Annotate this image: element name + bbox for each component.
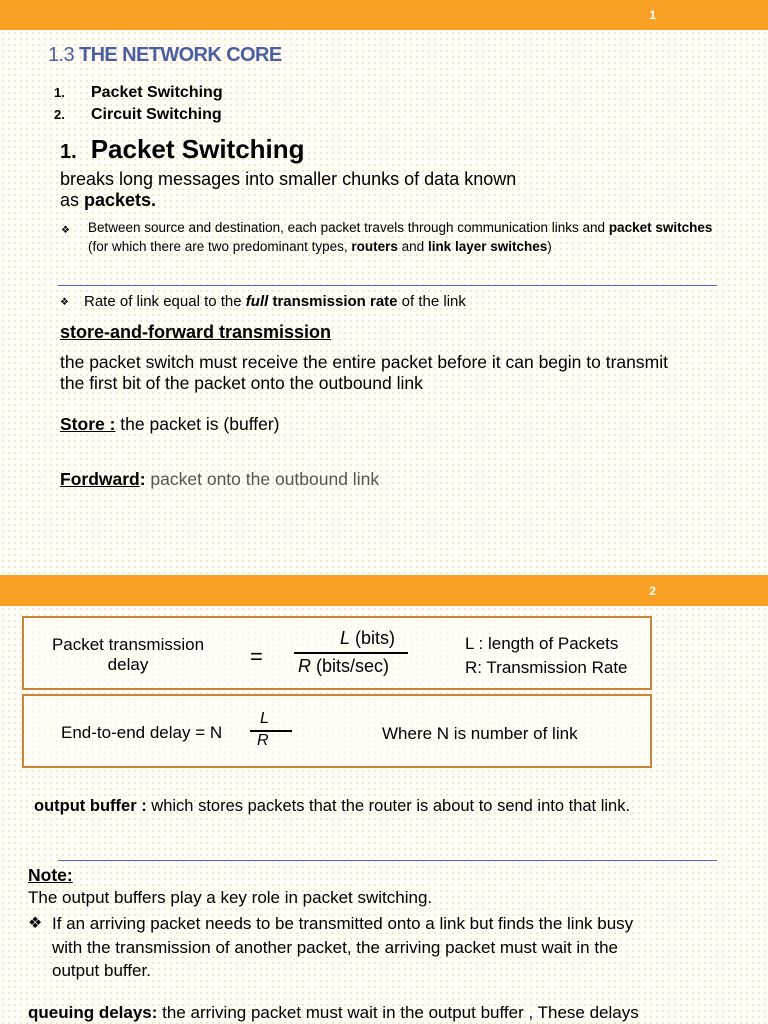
note-text: The output buffers play a key role in packet switching. bbox=[28, 888, 433, 907]
fraction-numerator: L (bits) bbox=[340, 628, 396, 648]
variable-definitions: L : length of Packets R: Transmission Rate bbox=[465, 634, 628, 677]
bullet-packet-switches: ❖ Between source and destination, each packet travels through communication links and packet switches (for which there are two predominant types, routers and link layer switches) bbox=[61, 220, 713, 254]
forward-definition: Fordward: packet onto the outbound link bbox=[60, 469, 380, 489]
fraction-denominator: R (bits/sec) bbox=[298, 656, 390, 676]
intro-text: breaks long messages into smaller chunks of data known as packets. bbox=[60, 169, 517, 210]
diamond-bullet-icon: ❖ bbox=[60, 297, 69, 308]
store-definition: Store : the packet is (buffer) bbox=[60, 414, 280, 434]
divider-line bbox=[58, 860, 717, 861]
transmission-delay-formula-box bbox=[22, 616, 652, 690]
bullet-link-rate: ❖ Rate of link equal to the full transmission rate of the link bbox=[60, 293, 466, 310]
store-and-forward-heading: store-and-forward transmission bbox=[60, 322, 332, 342]
output-buffer-definition: output buffer : which stores packets that the router is about to send into that link. bbox=[34, 797, 631, 815]
section-heading: 1. Packet Switching bbox=[60, 134, 305, 164]
fraction-bar bbox=[294, 652, 408, 654]
store-and-forward-description: the packet switch must receive the entire packet before it can begin to transmit the first bit of the packet onto the outbound link bbox=[60, 352, 668, 393]
note-heading: Note: bbox=[28, 865, 73, 885]
topic-list-item: 1. Packet Switching bbox=[54, 84, 223, 101]
slide-2-header-bar bbox=[0, 575, 768, 606]
diamond-bullet-icon: ❖ bbox=[28, 915, 43, 932]
queuing-delays-definition: queuing delays: the arriving packet must wait in the output buffer , These delays bbox=[28, 1003, 639, 1022]
formula-label: Packet transmission delay bbox=[51, 635, 205, 674]
topic-list-item: 2. Circuit Switching bbox=[54, 106, 222, 123]
divider-line bbox=[58, 285, 717, 286]
end-to-end-delay-formula-box bbox=[22, 694, 652, 768]
fraction-denominator: R bbox=[257, 732, 269, 749]
slide-number: 1 bbox=[649, 8, 656, 22]
formula-label: End-to-end delay = N bbox=[61, 723, 223, 742]
slide-number: 2 bbox=[649, 584, 656, 598]
fraction-numerator: L bbox=[260, 710, 269, 727]
note-bullet: ❖ If an arriving packet needs to be transmitted onto a link but finds the link busy with the transmission of another packet, the arriving packet must wait in the output buffer. bbox=[28, 914, 634, 980]
where-note: Where N is number of link bbox=[382, 724, 578, 743]
equals-sign: = bbox=[250, 644, 263, 669]
diamond-bullet-icon: ❖ bbox=[61, 225, 70, 236]
page-title: 1.3 THE NETWORK CORE bbox=[48, 44, 282, 66]
slide-1-header-bar bbox=[0, 0, 768, 30]
